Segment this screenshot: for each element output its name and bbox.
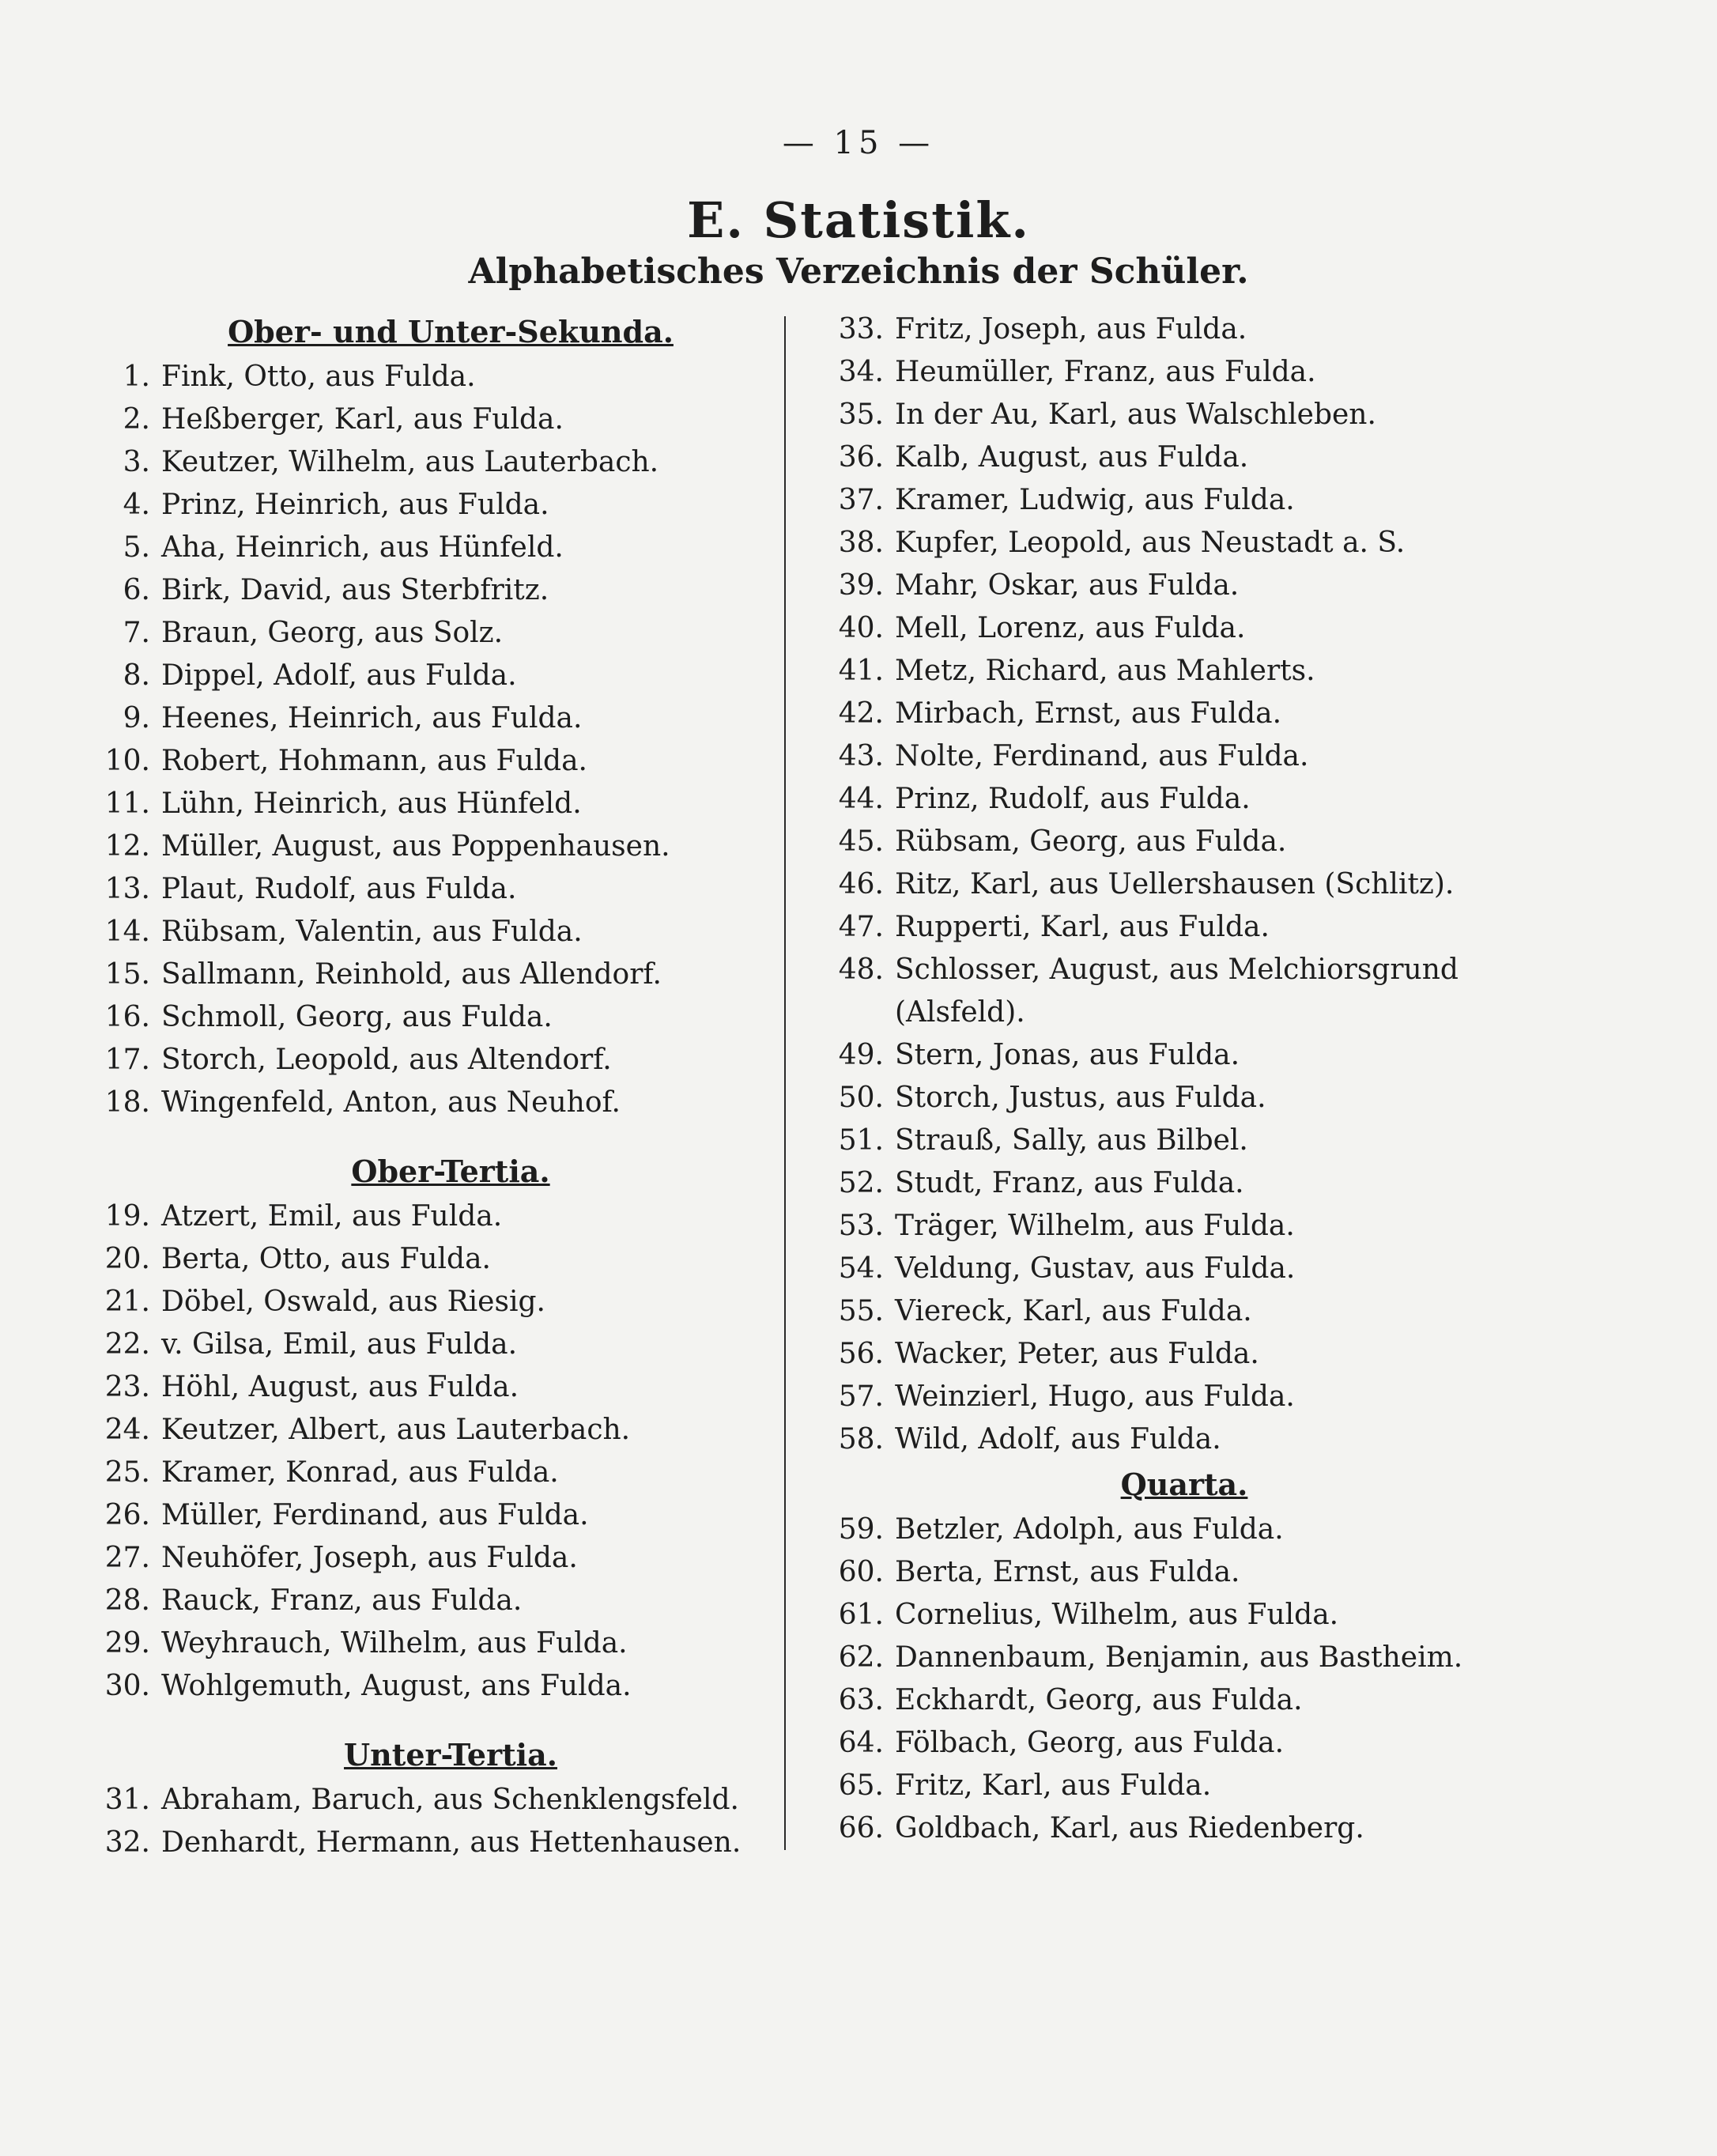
entry-text: Sallmann, Reinhold, aus Allendorf. xyxy=(161,958,662,991)
student-entry xyxy=(828,1679,1540,1722)
entry-text: Wacker, Peter, aus Fulda. xyxy=(895,1338,1259,1370)
class-heading: Ober- und Unter-Sekunda. xyxy=(228,314,674,349)
section-subtitle: Alphabetisches Verzeichnis der Schüler. xyxy=(468,251,1249,292)
entry-number: 64. xyxy=(838,1727,884,1759)
entry-text: Plaut, Rudolf, aus Fulda. xyxy=(161,873,517,905)
entry-text: Atzert, Emil, aus Fulda. xyxy=(161,1200,503,1233)
entry-text: Stern, Jonas, aus Fulda. xyxy=(895,1039,1240,1071)
entry-text: Prinz, Rudolf, aus Fulda. xyxy=(895,783,1251,815)
entry-number: 65. xyxy=(838,1769,884,1802)
student-entry xyxy=(95,1281,806,1323)
entry-text: Aha, Heinrich, aus Hünfeld. xyxy=(161,531,564,564)
entry-text: Dippel, Adolf, aus Fulda. xyxy=(161,659,517,692)
student-entry xyxy=(828,1722,1540,1765)
entry-number: 50. xyxy=(838,1082,884,1114)
student-entry xyxy=(95,1822,806,1864)
student-entry xyxy=(828,1120,1540,1162)
student-entry xyxy=(828,436,1540,479)
student-entry xyxy=(828,351,1540,394)
entry-number: 30. xyxy=(104,1670,150,1702)
entry-text: Storch, Justus, aus Fulda. xyxy=(895,1082,1266,1114)
entry-text: Birk, David, aus Sterbfritz. xyxy=(161,574,549,606)
entry-number: 54. xyxy=(838,1252,884,1285)
student-entry xyxy=(95,1580,806,1622)
entry-number: 1. xyxy=(123,361,150,393)
student-entry xyxy=(828,821,1540,863)
entry-number: 44. xyxy=(838,783,884,815)
entry-text: Eckhardt, Georg, aus Fulda. xyxy=(895,1684,1303,1716)
student-entry xyxy=(95,996,806,1039)
entry-text: Weyhrauch, Wilhelm, aus Fulda. xyxy=(161,1627,628,1659)
student-entry xyxy=(95,1537,806,1580)
entry-text: Metz, Richard, aus Mahlerts. xyxy=(895,655,1315,687)
student-entry xyxy=(95,1779,806,1822)
entry-text: In der Au, Karl, aus Walschleben. xyxy=(895,398,1376,431)
student-entry xyxy=(828,394,1540,436)
entry-number: 4. xyxy=(123,489,150,521)
entry-text: Kramer, Konrad, aus Fulda. xyxy=(161,1456,559,1489)
student-entry xyxy=(828,308,1540,351)
entry-number: 42. xyxy=(838,697,884,730)
entry-number: 53. xyxy=(838,1210,884,1242)
entry-number: 29. xyxy=(104,1627,150,1659)
student-entry xyxy=(95,1494,806,1537)
entry-number: 9. xyxy=(123,702,150,734)
entry-number: 17. xyxy=(104,1044,150,1076)
entry-number: 31. xyxy=(104,1784,150,1816)
student-entry xyxy=(828,479,1540,522)
student-entry xyxy=(828,1594,1540,1637)
student-entry xyxy=(828,778,1540,821)
student-entry xyxy=(828,607,1540,650)
entry-text: Schlosser, August, aus Melchiorsgrund xyxy=(895,953,1459,986)
student-entry xyxy=(95,783,806,825)
entry-text: Goldbach, Karl, aus Riedenberg. xyxy=(895,1812,1364,1844)
page-number: — 15 — xyxy=(782,125,935,161)
entry-number: 33. xyxy=(838,313,884,345)
entry-number: 6. xyxy=(123,574,150,606)
entry-text: Viereck, Karl, aus Fulda. xyxy=(895,1295,1252,1327)
entry-number: 15. xyxy=(104,958,150,991)
entry-number: 49. xyxy=(838,1039,884,1071)
student-entry xyxy=(95,1452,806,1494)
entry-text: Ritz, Karl, aus Uellershausen (Schlitz). xyxy=(895,868,1455,901)
student-entry xyxy=(95,697,806,740)
entry-text: Müller, Ferdinand, aus Fulda. xyxy=(161,1499,589,1531)
entry-number: 59. xyxy=(838,1513,884,1546)
entry-number: 37. xyxy=(838,484,884,516)
entry-text: Mirbach, Ernst, aus Fulda. xyxy=(895,697,1282,730)
entry-number: 24. xyxy=(104,1414,150,1446)
student-entry xyxy=(95,1409,806,1452)
student-entry xyxy=(828,1807,1540,1850)
entry-number: 11. xyxy=(104,787,150,820)
student-entry xyxy=(828,1551,1540,1594)
entry-number: 43. xyxy=(838,740,884,772)
entry-number: 10. xyxy=(104,745,150,777)
student-entry xyxy=(828,1205,1540,1248)
entry-continuation: (Alsfeld). xyxy=(895,996,1025,1029)
entry-number: 39. xyxy=(838,569,884,602)
entry-number: 38. xyxy=(838,527,884,559)
entry-number: 14. xyxy=(104,916,150,948)
student-entry xyxy=(95,1238,806,1281)
entry-text: Träger, Wilhelm, aus Fulda. xyxy=(895,1210,1295,1242)
student-entry xyxy=(95,825,806,868)
student-entry xyxy=(95,1622,806,1665)
section-title: E. Statistik. xyxy=(687,191,1030,249)
student-entry xyxy=(828,1376,1540,1418)
entry-text: Heenes, Heinrich, aus Fulda. xyxy=(161,702,583,734)
entry-text: Kupfer, Leopold, aus Neustadt a. S. xyxy=(895,527,1406,559)
student-entry xyxy=(95,655,806,697)
class-heading: Unter-Tertia. xyxy=(344,1737,557,1773)
entry-number: 23. xyxy=(104,1371,150,1403)
entry-text: Strauß, Sally, aus Bilbel. xyxy=(895,1124,1248,1157)
entry-text: Kramer, Ludwig, aus Fulda. xyxy=(895,484,1295,516)
entry-text: Denhardt, Hermann, aus Hettenhausen. xyxy=(161,1826,742,1859)
entry-number: 13. xyxy=(104,873,150,905)
entry-number: 52. xyxy=(838,1167,884,1199)
student-entry xyxy=(828,564,1540,607)
student-entry xyxy=(828,863,1540,906)
entry-number: 40. xyxy=(838,612,884,644)
entry-text: Heßberger, Karl, aus Fulda. xyxy=(161,403,564,436)
student-entry xyxy=(95,868,806,911)
entry-number: 25. xyxy=(104,1456,150,1489)
entry-number: 41. xyxy=(838,655,884,687)
student-entry xyxy=(95,1323,806,1366)
student-entry xyxy=(828,1333,1540,1376)
student-entry xyxy=(828,1418,1540,1461)
entry-text: Wohlgemuth, August, ans Fulda. xyxy=(161,1670,632,1702)
right-column xyxy=(828,308,1540,1850)
entry-number: 19. xyxy=(104,1200,150,1233)
entry-number: 16. xyxy=(104,1001,150,1033)
entry-text: Höhl, August, aus Fulda. xyxy=(161,1371,519,1403)
entry-text: Döbel, Oswald, aus Riesig. xyxy=(161,1286,545,1318)
student-entry xyxy=(828,693,1540,735)
student-entry xyxy=(95,527,806,569)
entry-text: Fölbach, Georg, aus Fulda. xyxy=(895,1727,1285,1759)
entry-number: 28. xyxy=(104,1584,150,1617)
student-entry xyxy=(95,356,806,398)
student-entry xyxy=(95,1082,806,1124)
student-entry xyxy=(95,1039,806,1082)
student-entry xyxy=(828,906,1540,949)
student-entry xyxy=(95,398,806,441)
entry-text: Berta, Otto, aus Fulda. xyxy=(161,1243,491,1275)
entry-text: Berta, Ernst, aus Fulda. xyxy=(895,1556,1240,1588)
entry-number: 12. xyxy=(104,830,150,863)
entry-number: 56. xyxy=(838,1338,884,1370)
entry-number: 63. xyxy=(838,1684,884,1716)
entry-text: Rupperti, Karl, aus Fulda. xyxy=(895,911,1270,943)
student-entry xyxy=(95,569,806,612)
entry-text: Fritz, Joseph, aus Fulda. xyxy=(895,313,1247,345)
entry-number: 22. xyxy=(104,1328,150,1361)
entry-number: 47. xyxy=(838,911,884,943)
class-heading: Ober-Tertia. xyxy=(351,1154,550,1189)
entry-number: 66. xyxy=(838,1812,884,1844)
student-entry xyxy=(828,735,1540,778)
entry-text: Rübsam, Valentin, aus Fulda. xyxy=(161,916,583,948)
class-heading: Quarta. xyxy=(1120,1467,1248,1502)
entry-text: Schmoll, Georg, aus Fulda. xyxy=(161,1001,553,1033)
entry-text: Braun, Georg, aus Solz. xyxy=(161,617,504,649)
entry-number: 20. xyxy=(104,1243,150,1275)
student-entry xyxy=(828,522,1540,564)
entry-number: 5. xyxy=(123,531,150,564)
entry-text: Keutzer, Wilhelm, aus Lauterbach. xyxy=(161,446,659,478)
entry-text: Keutzer, Albert, aus Lauterbach. xyxy=(161,1414,631,1446)
entry-number: 62. xyxy=(838,1641,884,1674)
student-entry xyxy=(95,740,806,783)
entry-number: 60. xyxy=(838,1556,884,1588)
student-entry xyxy=(95,612,806,655)
student-entry xyxy=(828,650,1540,693)
entry-text: Studt, Franz, aus Fulda. xyxy=(895,1167,1244,1199)
entry-text: Fritz, Karl, aus Fulda. xyxy=(895,1769,1212,1802)
student-entry xyxy=(95,484,806,527)
entry-text: Betzler, Adolph, aus Fulda. xyxy=(895,1513,1284,1546)
entry-text: Dannenbaum, Benjamin, aus Bastheim. xyxy=(895,1641,1463,1674)
entry-text: v. Gilsa, Emil, aus Fulda. xyxy=(161,1328,518,1361)
entry-number: 58. xyxy=(838,1423,884,1456)
entry-number: 26. xyxy=(104,1499,150,1531)
student-entry xyxy=(828,1290,1540,1333)
entry-number: 35. xyxy=(838,398,884,431)
entry-text: Mell, Lorenz, aus Fulda. xyxy=(895,612,1246,644)
entry-text: Müller, August, aus Poppenhausen. xyxy=(161,830,670,863)
entry-number: 51. xyxy=(838,1124,884,1157)
student-entry xyxy=(828,1765,1540,1807)
entry-number: 48. xyxy=(838,953,884,986)
entry-text: Rauck, Franz, aus Fulda. xyxy=(161,1584,523,1617)
student-entry xyxy=(95,1195,806,1238)
student-entry xyxy=(828,1034,1540,1077)
student-entry xyxy=(95,953,806,996)
entry-number: 36. xyxy=(838,441,884,474)
entry-number: 61. xyxy=(838,1599,884,1631)
entry-number: 46. xyxy=(838,868,884,901)
student-entry xyxy=(828,1508,1540,1551)
entry-text: Robert, Hohmann, aus Fulda. xyxy=(161,745,587,777)
student-entry xyxy=(95,911,806,953)
entry-text: Nolte, Ferdinand, aus Fulda. xyxy=(895,740,1309,772)
student-entry xyxy=(828,1637,1540,1679)
entry-text: Prinz, Heinrich, aus Fulda. xyxy=(161,489,549,521)
student-entry xyxy=(828,1077,1540,1120)
entry-text: Kalb, August, aus Fulda. xyxy=(895,441,1249,474)
entry-number: 34. xyxy=(838,356,884,388)
entry-text: Lühn, Heinrich, aus Hünfeld. xyxy=(161,787,582,820)
entry-number: 7. xyxy=(123,617,150,649)
entry-number: 18. xyxy=(104,1086,150,1119)
student-entry xyxy=(828,1248,1540,1290)
entry-number: 57. xyxy=(838,1380,884,1413)
group-spacer xyxy=(95,1124,806,1148)
entry-text: Rübsam, Georg, aus Fulda. xyxy=(895,825,1287,858)
student-entry xyxy=(828,1162,1540,1205)
entry-number: 2. xyxy=(123,403,150,436)
left-column xyxy=(95,308,806,1864)
entry-text: Mahr, Oskar, aus Fulda. xyxy=(895,569,1240,602)
entry-text: Heumüller, Franz, aus Fulda. xyxy=(895,356,1316,388)
entry-number: 55. xyxy=(838,1295,884,1327)
entry-text: Cornelius, Wilhelm, aus Fulda. xyxy=(895,1599,1339,1631)
entry-text: Wild, Adolf, aus Fulda. xyxy=(895,1423,1221,1456)
entry-text: Wingenfeld, Anton, aus Neuhof. xyxy=(161,1086,621,1119)
student-entry xyxy=(95,1665,806,1708)
entry-number: 32. xyxy=(104,1826,150,1859)
entry-text: Fink, Otto, aus Fulda. xyxy=(161,361,476,393)
entry-text: Weinzierl, Hugo, aus Fulda. xyxy=(895,1380,1295,1413)
student-entry xyxy=(95,441,806,484)
entry-text: Storch, Leopold, aus Altendorf. xyxy=(161,1044,612,1076)
entry-text: Abraham, Baruch, aus Schenklengsfeld. xyxy=(161,1784,739,1816)
entry-number: 27. xyxy=(104,1542,150,1574)
entry-number: 3. xyxy=(123,446,150,478)
entry-number: 45. xyxy=(838,825,884,858)
entry-text: Veldung, Gustav, aus Fulda. xyxy=(895,1252,1296,1285)
student-entry xyxy=(95,1366,806,1409)
student-entry xyxy=(828,949,1540,991)
entry-text: Neuhöfer, Joseph, aus Fulda. xyxy=(161,1542,578,1574)
entry-number: 21. xyxy=(104,1286,150,1318)
entry-number: 8. xyxy=(123,659,150,692)
group-spacer xyxy=(95,1708,806,1731)
